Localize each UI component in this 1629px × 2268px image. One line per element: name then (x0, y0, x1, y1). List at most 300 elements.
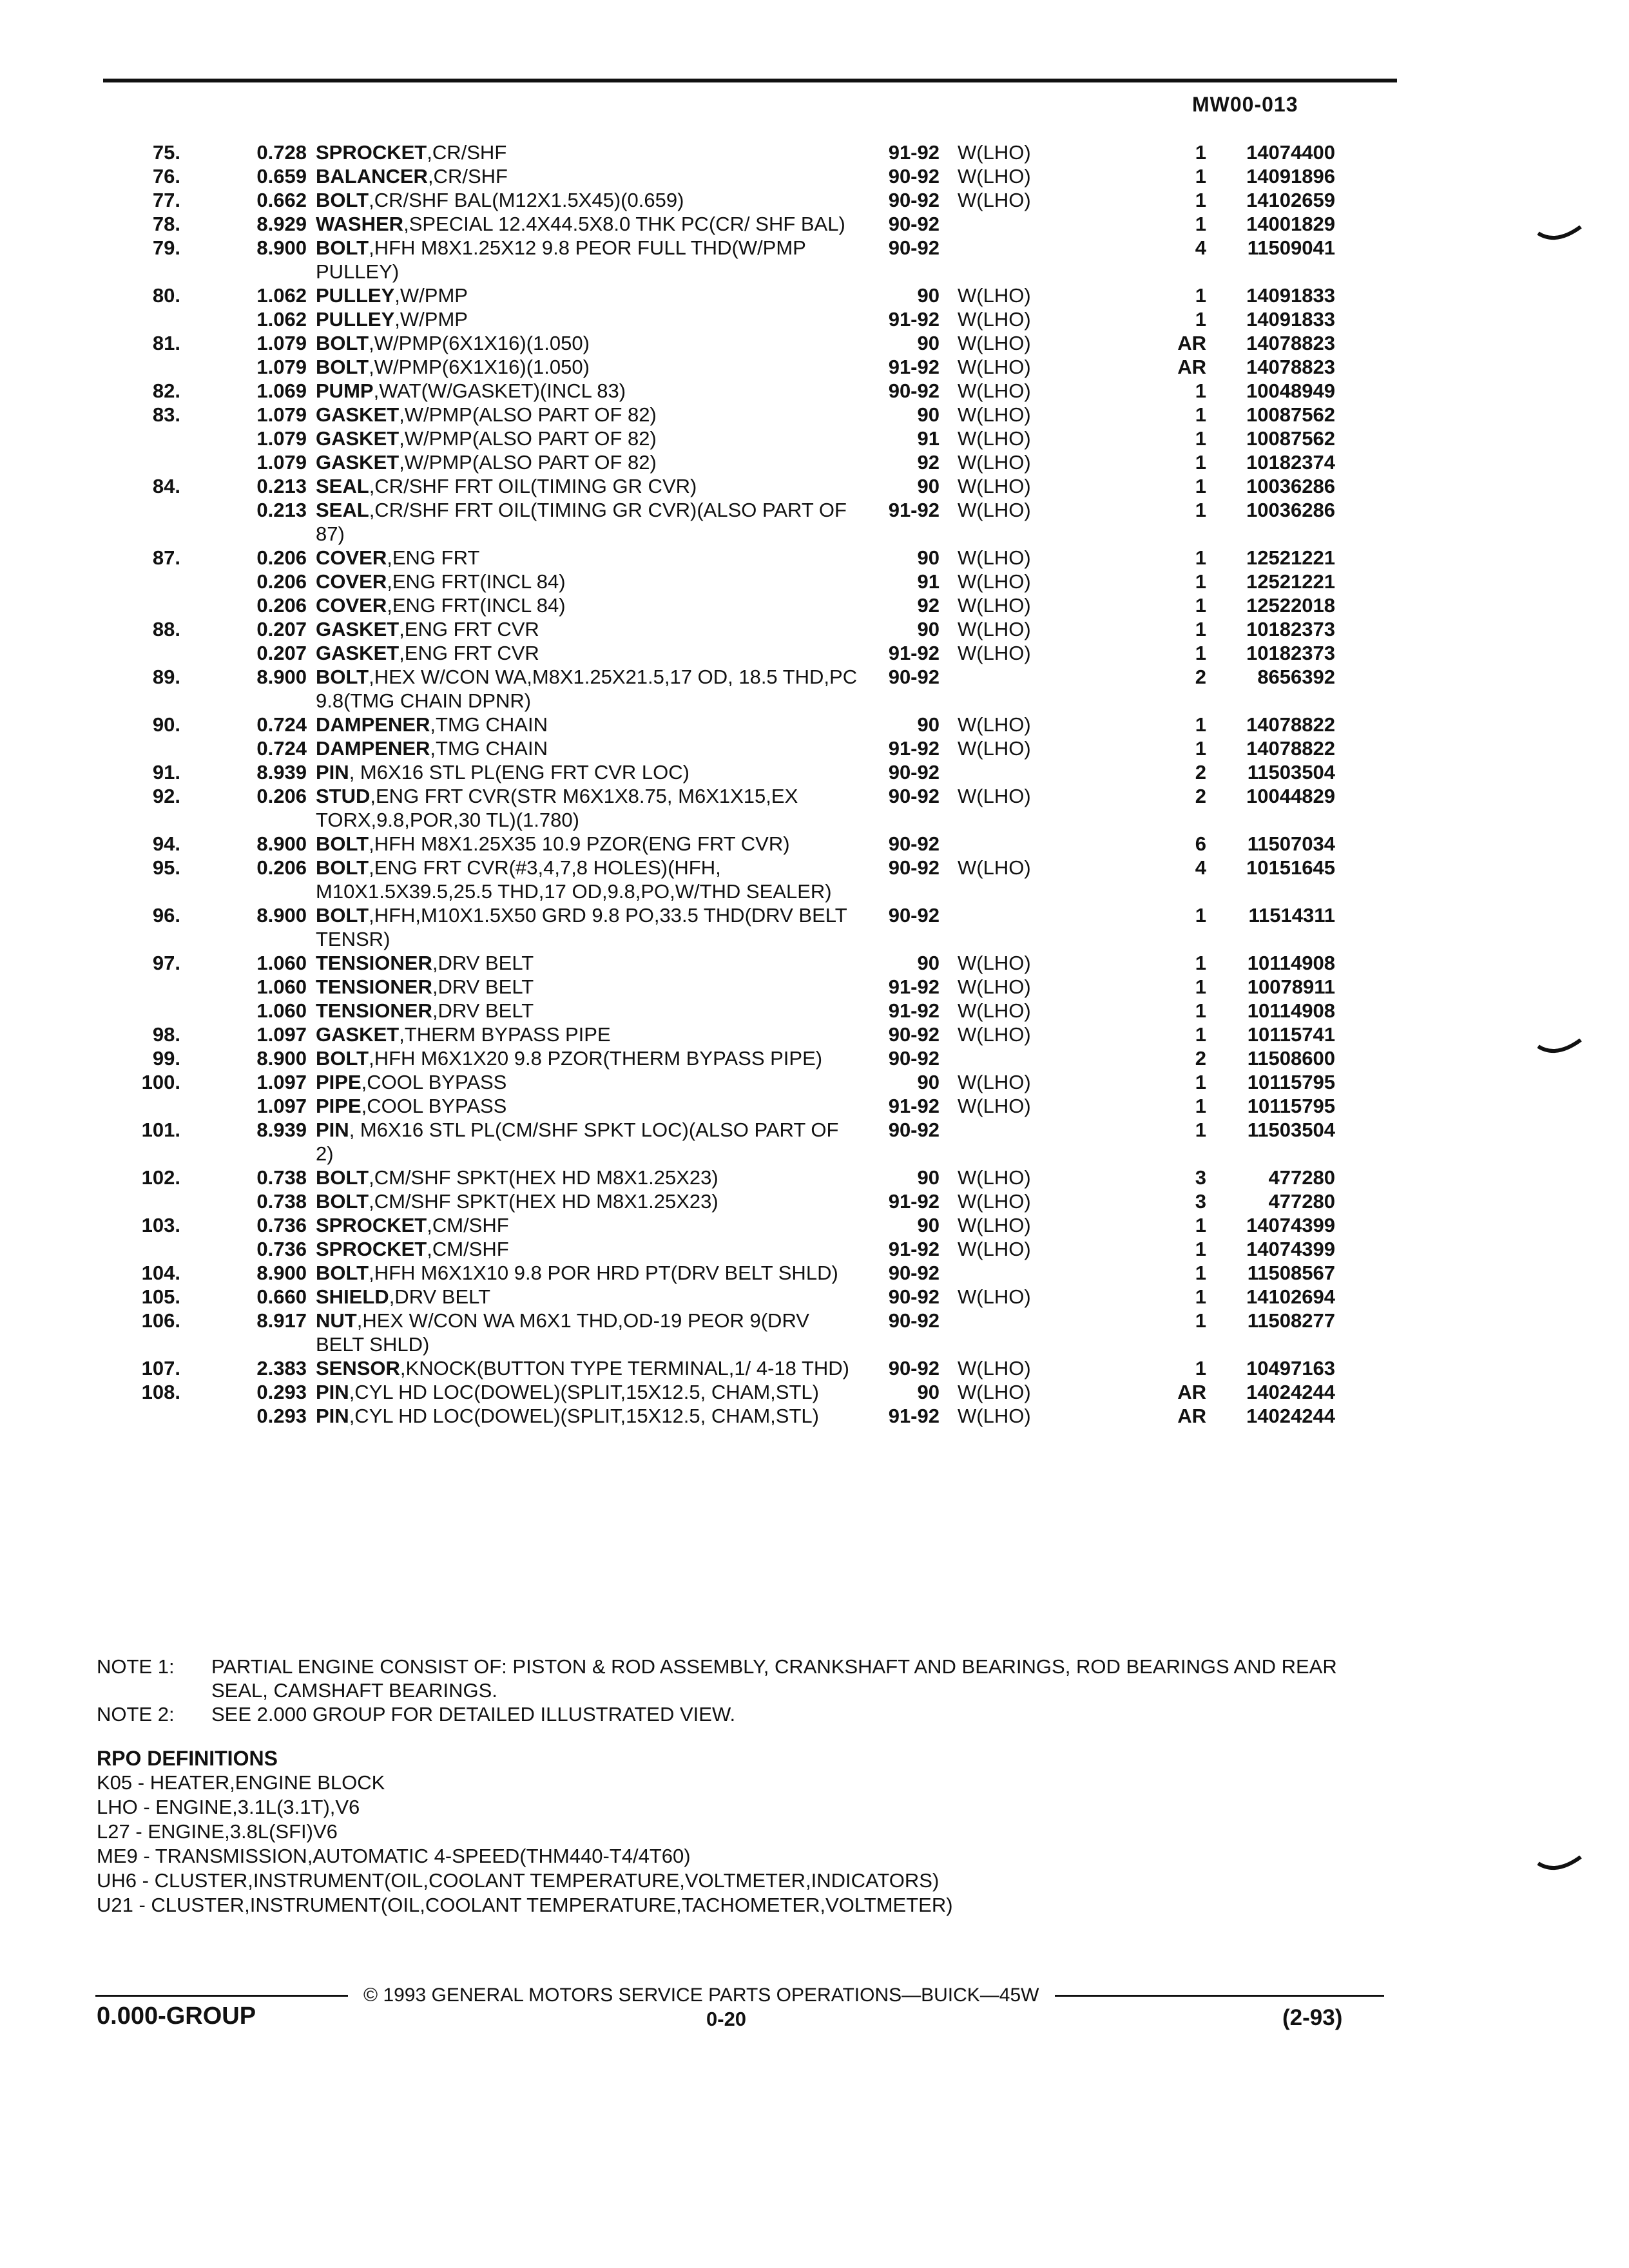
rpo-definition: LHO - ENGINE,3.1L(3.1T),V6 (97, 1796, 360, 1818)
part-name: COVER (316, 570, 387, 593)
parts-row (0, 1046, 1629, 1070)
quantity: 1 (1195, 451, 1206, 474)
part-name: DAMPENER (316, 713, 430, 736)
quantity: 1 (1195, 1285, 1206, 1308)
model-years: 90 (917, 952, 940, 974)
parts-row (0, 212, 1629, 236)
part-detail: ,W/PMP(6X1X16)(1.050) (369, 332, 590, 354)
part-detail: , M6X16 STL PL(ENG FRT CVR LOC) (349, 761, 689, 783)
footer-group: 0.000-GROUP (97, 2003, 256, 2030)
rpo-code: W(LHO) (958, 1166, 1031, 1189)
part-number: 10114908 (1247, 999, 1335, 1022)
parts-row (0, 355, 1629, 379)
quantity: 1 (1195, 284, 1206, 307)
quantity: 3 (1195, 1190, 1206, 1213)
part-name: BOLT (316, 1262, 369, 1284)
part-detail: ,THERM BYPASS PIPE (399, 1023, 611, 1046)
part-description (316, 951, 858, 975)
parts-row (0, 546, 1629, 570)
part-description (316, 665, 858, 713)
part-detail: ,SPECIAL 12.4X44.5X8.0 THK PC(CR/ SHF BAL) (403, 213, 845, 235)
group-number: 1.079 (256, 356, 307, 378)
part-description (316, 164, 858, 188)
group-number: 0.293 (256, 1405, 307, 1427)
part-detail: ,CM/SHF SPKT(HEX HD M8X1.25X23) (369, 1166, 718, 1189)
part-number: 10182373 (1246, 618, 1335, 640)
part-name: BOLT (316, 832, 369, 855)
part-name: COVER (316, 594, 387, 617)
part-number: 14078823 (1246, 332, 1335, 354)
model-years: 90-92 (888, 189, 940, 211)
quantity: 1 (1195, 427, 1206, 450)
part-number: 14102694 (1246, 1285, 1335, 1308)
quantity: AR (1177, 1381, 1206, 1403)
part-number: 11514311 (1248, 904, 1335, 927)
group-number: 1.097 (256, 1071, 307, 1093)
part-description (316, 617, 858, 641)
parts-row (0, 1023, 1629, 1046)
model-years: 90-92 (888, 856, 940, 879)
part-name: BOLT (316, 856, 369, 879)
part-detail: , M6X16 STL PL(CM/SHF SPKT LOC)(ALSO PART OF 2) (316, 1119, 839, 1165)
model-years: 90 (917, 1381, 940, 1403)
part-name: PIN (316, 761, 349, 783)
parts-row (0, 379, 1629, 403)
item-number: 84. (152, 475, 180, 497)
check-mark-icon (1537, 1856, 1582, 1875)
quantity: AR (1177, 332, 1206, 354)
footer-rule-left (95, 1995, 348, 1997)
model-years: 91-92 (888, 737, 940, 760)
rpo-code: W(LHO) (958, 737, 1031, 760)
part-name: SPROCKET (316, 141, 427, 164)
part-name: DAMPENER (316, 737, 430, 760)
group-number: 0.213 (256, 499, 307, 521)
part-detail: ,CR/SHF (427, 141, 507, 164)
part-detail: ,CR/SHF FRT OIL(TIMING GR CVR)(ALSO PART OF 87) (316, 499, 847, 545)
part-description (316, 498, 858, 546)
part-detail: ,ENG FRT(INCL 84) (387, 594, 566, 617)
parts-row (0, 1356, 1629, 1380)
item-number: 80. (152, 284, 180, 307)
part-name: SHIELD (316, 1285, 389, 1308)
group-number: 1.079 (256, 427, 307, 450)
rpo-code: W(LHO) (958, 1381, 1031, 1403)
rpo-definitions (97, 1746, 953, 1917)
group-number: 1.079 (256, 451, 307, 474)
part-number: 10048949 (1246, 380, 1335, 402)
part-description (316, 1046, 858, 1070)
rpo-definition: ME9 - TRANSMISSION,AUTOMATIC 4-SPEED(THM440-T4/4T60) (97, 1845, 691, 1867)
model-years: 90 (917, 403, 940, 426)
part-description (316, 832, 858, 856)
part-name: PIPE (316, 1071, 361, 1093)
rpo-code: W(LHO) (958, 1357, 1031, 1379)
part-description (316, 1023, 858, 1046)
parts-row (0, 593, 1629, 617)
part-name: GASKET (316, 642, 400, 664)
part-description (316, 1237, 858, 1261)
quantity: 1 (1195, 1023, 1206, 1046)
part-detail: ,W/PMP(ALSO PART OF 82) (399, 427, 657, 450)
part-detail: ,CM/SHF (427, 1214, 509, 1236)
item-number: 102. (141, 1166, 180, 1189)
quantity: 1 (1195, 904, 1206, 927)
rpo-code: W(LHO) (958, 1190, 1031, 1213)
model-years: 90 (917, 1214, 940, 1236)
part-number: 11507034 (1247, 832, 1335, 855)
rpo-code: W(LHO) (958, 308, 1031, 331)
part-detail: ,CYL HD LOC(DOWEL)(SPLIT,15X12.5, CHAM,STL) (349, 1405, 819, 1427)
model-years: 90-92 (888, 761, 940, 783)
part-number: 12522018 (1246, 594, 1335, 617)
group-number: 8.939 (256, 1119, 307, 1141)
part-number: 10497163 (1246, 1357, 1335, 1379)
part-number: 11503504 (1247, 761, 1335, 783)
part-detail: ,HEX W/CON WA M6X1 THD,OD-19 PEOR 9(DRV BELT SHLD) (316, 1309, 809, 1356)
group-number: 0.206 (256, 594, 307, 617)
part-name: PUMP (316, 380, 374, 402)
part-description (316, 403, 858, 427)
part-detail: ,ENG FRT CVR(STR M6X1X8.75, M6X1X15,EX TORX,9.8,POR,30 TL)(1.780) (316, 785, 798, 831)
quantity: 1 (1195, 499, 1206, 521)
item-number: 90. (152, 713, 180, 736)
item-number: 104. (141, 1262, 180, 1284)
part-name: SEAL (316, 499, 369, 521)
group-number: 0.738 (256, 1190, 307, 1213)
item-number: 106. (141, 1309, 180, 1332)
part-name: BOLT (316, 356, 369, 378)
item-number: 105. (141, 1285, 180, 1308)
part-name: BOLT (316, 189, 369, 211)
quantity: 1 (1195, 380, 1206, 402)
rpo-code: W(LHO) (958, 141, 1031, 164)
model-years: 90 (917, 713, 940, 736)
part-name: BALANCER (316, 165, 428, 187)
part-detail: ,W/PMP (394, 308, 468, 331)
rpo-definition: U21 - CLUSTER,INSTRUMENT(OIL,COOLANT TEMPERATURE,TACHOMETER,VOLTMETER) (97, 1894, 953, 1916)
part-number: 10114908 (1247, 952, 1335, 974)
group-number: 0.724 (256, 737, 307, 760)
part-number: 14102659 (1246, 189, 1335, 211)
rpo-code: W(LHO) (958, 594, 1031, 617)
group-number: 0.293 (256, 1381, 307, 1403)
part-name: GASKET (316, 1023, 400, 1046)
group-number: 0.207 (256, 642, 307, 664)
model-years: 90-92 (888, 666, 940, 688)
group-number: 0.659 (256, 165, 307, 187)
part-detail: ,WAT(W/GASKET)(INCL 83) (373, 380, 626, 402)
part-number: 10036286 (1246, 475, 1335, 497)
parts-row (0, 1237, 1629, 1261)
quantity: 1 (1195, 141, 1206, 164)
parts-row (0, 1189, 1629, 1213)
parts-row (0, 784, 1629, 832)
part-name: BOLT (316, 236, 369, 259)
part-name: BOLT (316, 1047, 369, 1070)
group-number: 8.939 (256, 761, 307, 783)
part-detail: ,CM/SHF (427, 1238, 509, 1260)
part-name: PIN (316, 1405, 349, 1427)
item-number: 95. (152, 856, 180, 879)
part-number: 10182373 (1246, 642, 1335, 664)
part-description (316, 355, 858, 379)
part-description (316, 593, 858, 617)
parts-row (0, 1380, 1629, 1404)
part-name: SEAL (316, 475, 369, 497)
group-number: 8.900 (256, 1047, 307, 1070)
model-years: 91 (917, 427, 940, 450)
group-number: 0.728 (256, 141, 307, 164)
part-description (316, 236, 858, 284)
group-number: 0.206 (256, 856, 307, 879)
part-name: PIN (316, 1119, 349, 1141)
quantity: 1 (1195, 1071, 1206, 1093)
rpo-code: W(LHO) (958, 475, 1031, 497)
group-number: 0.738 (256, 1166, 307, 1189)
model-years: 90-92 (888, 380, 940, 402)
group-number: 8.900 (256, 904, 307, 927)
quantity: 1 (1195, 403, 1206, 426)
group-number: 0.736 (256, 1214, 307, 1236)
parts-row (0, 1404, 1629, 1428)
part-detail: ,HFH M6X1X10 9.8 POR HRD PT(DRV BELT SHLD) (369, 1262, 838, 1284)
quantity: 1 (1195, 1309, 1206, 1332)
part-number: 14078822 (1246, 713, 1335, 736)
part-number: 11509041 (1247, 236, 1335, 259)
parts-row (0, 736, 1629, 760)
part-description (316, 1380, 858, 1404)
model-years: 90 (917, 332, 940, 354)
part-name: GASKET (316, 403, 400, 426)
group-number: 1.079 (256, 332, 307, 354)
part-detail: ,ENG FRT (387, 546, 480, 569)
notes-section (97, 1655, 1384, 1726)
model-years: 91-92 (888, 356, 940, 378)
quantity: 4 (1195, 236, 1206, 259)
part-description (316, 975, 858, 999)
rpo-code: W(LHO) (958, 1238, 1031, 1260)
part-description (316, 999, 858, 1023)
item-number: 75. (152, 141, 180, 164)
quantity: 1 (1195, 952, 1206, 974)
part-name: PIN (316, 1381, 349, 1403)
part-description (316, 760, 858, 784)
group-number: 8.929 (256, 213, 307, 235)
group-number: 8.900 (256, 832, 307, 855)
group-number: 2.383 (256, 1357, 307, 1379)
part-name: SPROCKET (316, 1238, 427, 1260)
part-detail: ,HFH M8X1.25X35 10.9 PZOR(ENG FRT CVR) (369, 832, 790, 855)
part-name: GASKET (316, 427, 400, 450)
model-years: 90-92 (888, 1023, 940, 1046)
top-rule (103, 79, 1397, 82)
item-number: 77. (152, 189, 180, 211)
group-number: 1.069 (256, 380, 307, 402)
rpo-code: W(LHO) (958, 1214, 1031, 1236)
part-number: 477280 (1268, 1190, 1335, 1213)
part-detail: ,ENG FRT(INCL 84) (387, 570, 566, 593)
group-number: 0.206 (256, 546, 307, 569)
part-description (316, 212, 858, 236)
part-number: 10151645 (1246, 856, 1335, 879)
part-number: 11503504 (1247, 1119, 1335, 1141)
part-detail: ,W/PMP(ALSO PART OF 82) (399, 403, 657, 426)
item-number: 88. (152, 618, 180, 640)
quantity: 1 (1195, 737, 1206, 760)
part-detail: ,ENG FRT CVR (399, 618, 539, 640)
rpo-code: W(LHO) (958, 713, 1031, 736)
quantity: 1 (1195, 618, 1206, 640)
parts-row (0, 641, 1629, 665)
quantity: 1 (1195, 713, 1206, 736)
part-number: 10115795 (1247, 1071, 1335, 1093)
group-number: 1.062 (256, 308, 307, 331)
model-years: 92 (917, 451, 940, 474)
parts-row (0, 331, 1629, 355)
check-mark-icon (1537, 226, 1582, 245)
parts-row (0, 975, 1629, 999)
part-name: GASKET (316, 451, 400, 474)
group-number: 0.736 (256, 1238, 307, 1260)
group-number: 0.207 (256, 618, 307, 640)
part-name: TENSIONER (316, 999, 432, 1022)
model-years: 91-92 (888, 499, 940, 521)
model-years: 90-92 (888, 1119, 940, 1141)
parts-row (0, 188, 1629, 212)
part-detail: ,DRV BELT (432, 952, 534, 974)
quantity: 4 (1195, 856, 1206, 879)
model-years: 90-92 (888, 1047, 940, 1070)
part-description (316, 641, 858, 665)
parts-row (0, 140, 1629, 164)
rpo-code: W(LHO) (958, 356, 1031, 378)
model-years: 90-92 (888, 213, 940, 235)
part-description (316, 1285, 858, 1309)
part-name: SENSOR (316, 1357, 400, 1379)
item-number: 89. (152, 666, 180, 688)
part-description (316, 713, 858, 736)
page-number: 0-20 (706, 2008, 747, 2030)
item-number: 108. (141, 1381, 180, 1403)
part-detail: ,W/PMP (394, 284, 468, 307)
item-number: 76. (152, 165, 180, 187)
part-description (316, 450, 858, 474)
part-number: 14091833 (1246, 284, 1335, 307)
model-years: 91-92 (888, 1095, 940, 1117)
model-years: 90-92 (888, 1309, 940, 1332)
part-name: BOLT (316, 332, 369, 354)
parts-row (0, 1213, 1629, 1237)
part-number: 14091833 (1246, 308, 1335, 331)
model-years: 91-92 (888, 1238, 940, 1260)
part-name: PIPE (316, 1095, 361, 1117)
model-years: 91-92 (888, 999, 940, 1022)
model-years: 92 (917, 594, 940, 617)
model-years: 90-92 (888, 832, 940, 855)
parts-row (0, 1166, 1629, 1189)
part-detail: ,COOL BYPASS (361, 1095, 507, 1117)
part-name: PULLEY (316, 284, 395, 307)
model-years: 91-92 (888, 975, 940, 998)
group-number: 0.662 (256, 189, 307, 211)
rpo-code: W(LHO) (958, 952, 1031, 974)
parts-row (0, 1094, 1629, 1118)
quantity: 1 (1195, 308, 1206, 331)
part-detail: ,HFH,M10X1.5X50 GRD 9.8 PO,33.5 THD(DRV BELT TENSR) (316, 904, 847, 950)
model-years: 91-92 (888, 642, 940, 664)
note-label: NOTE 2: (97, 1703, 175, 1725)
part-description (316, 570, 858, 593)
group-number: 8.917 (256, 1309, 307, 1332)
parts-row (0, 474, 1629, 498)
part-description (316, 140, 858, 164)
part-number: 12521221 (1246, 546, 1335, 569)
parts-row (0, 1118, 1629, 1166)
item-number: 83. (152, 403, 180, 426)
model-years: 90-92 (888, 236, 940, 259)
group-number: 1.079 (256, 403, 307, 426)
part-number: 11508600 (1247, 1047, 1335, 1070)
item-number: 103. (141, 1214, 180, 1236)
model-years: 90-92 (888, 1285, 940, 1308)
rpo-code: W(LHO) (958, 165, 1031, 187)
part-description (316, 903, 858, 951)
footer-rule-right (1055, 1995, 1385, 1997)
part-detail: ,CR/SHF FRT OIL(TIMING GR CVR) (369, 475, 697, 497)
parts-row (0, 617, 1629, 641)
rpo-code: W(LHO) (958, 785, 1031, 807)
part-name: SPROCKET (316, 1214, 427, 1236)
parts-table (0, 140, 1629, 1428)
part-number: 14024244 (1246, 1405, 1335, 1427)
parts-row (0, 1261, 1629, 1285)
parts-row (0, 284, 1629, 307)
model-years: 90 (917, 546, 940, 569)
part-description (316, 1118, 858, 1166)
model-years: 90-92 (888, 1262, 940, 1284)
rpo-code: W(LHO) (958, 332, 1031, 354)
part-description (316, 546, 858, 570)
part-description (316, 1309, 858, 1356)
model-years: 90 (917, 1166, 940, 1189)
group-number: 0.213 (256, 475, 307, 497)
part-detail: ,DRV BELT (432, 999, 534, 1022)
rpo-code: W(LHO) (958, 1071, 1031, 1093)
item-number: 101. (141, 1119, 180, 1141)
quantity: 1 (1195, 546, 1206, 569)
quantity: 2 (1195, 785, 1206, 807)
rpo-code: W(LHO) (958, 427, 1031, 450)
model-years: 90 (917, 1071, 940, 1093)
footer-copyright-line (95, 1984, 1384, 2006)
rpo-code: W(LHO) (958, 499, 1031, 521)
part-number: 10182374 (1246, 451, 1335, 474)
part-number: 10036286 (1246, 499, 1335, 521)
part-number: 14001829 (1246, 213, 1335, 235)
quantity: 2 (1195, 666, 1206, 688)
quantity: 1 (1195, 1214, 1206, 1236)
rpo-code: W(LHO) (958, 618, 1031, 640)
quantity: 3 (1195, 1166, 1206, 1189)
part-description (316, 856, 858, 903)
doc-code: MW00-013 (1192, 93, 1298, 116)
part-number: 10044829 (1246, 785, 1335, 807)
quantity: AR (1177, 1405, 1206, 1427)
parts-row (0, 1309, 1629, 1356)
parts-row (0, 498, 1629, 546)
parts-row (0, 164, 1629, 188)
